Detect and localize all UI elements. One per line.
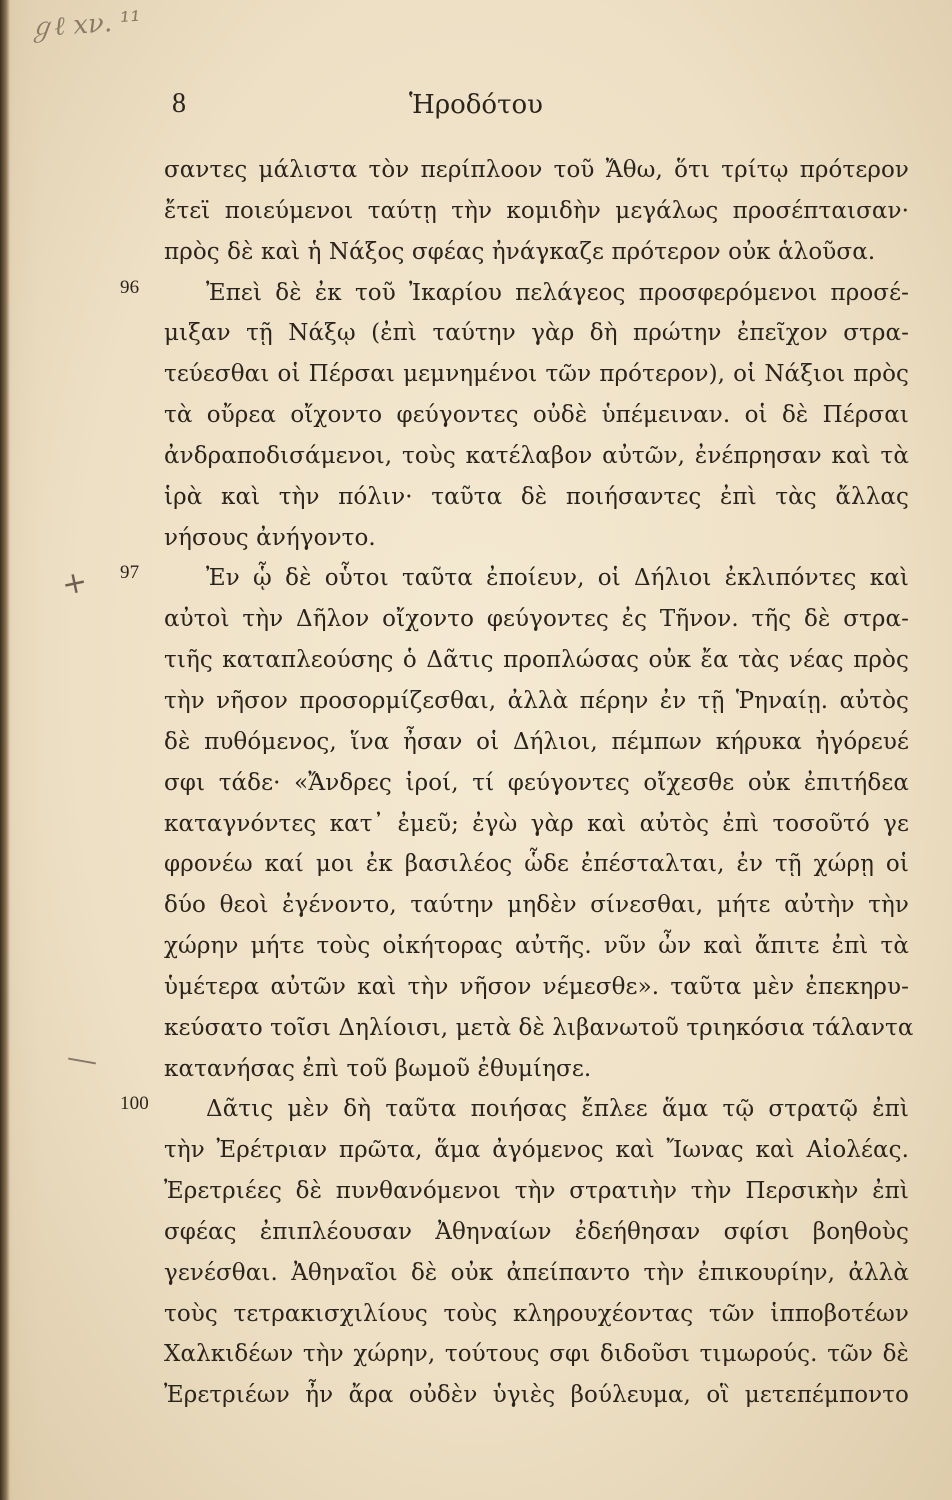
handwritten-note: ℊℓ xν. ¹¹ [27,6,143,44]
text-line: ἔτεϊ ποιεύμενοι ταύτῃ τὴν κομιδὴν μεγάλως προσέπταισαν· [164,197,909,224]
page-number: 8 [172,88,186,119]
text-line: τοὺς τετρακισχιλίους τοὺς κληρουχέοντας τῶν ἱπποβοτέων [164,1300,909,1327]
chapter-number-97: 97 [120,562,140,584]
text-line: γενέσθαι. Ἀθηναῖοι δὲ οὐκ ἀπείπαντο τὴν ἐπικουρίην, ἀλλὰ [164,1259,909,1286]
text-line: δὲ πυθόμενος, ἵνα ἦσαν οἱ Δήλιοι, πέμπων κήρυκα ἠγόρευέ [164,728,909,755]
text-line: Ἐρετριέων ἦν ἄρα οὐδὲν ὑγιὲς βούλευμα, οἳ μετεπέμποντο [164,1382,909,1409]
text-line: τὰ οὔρεα οἴχοντο φεύγοντες οὐδὲ ὑπέμειναν. οἱ δὲ Πέρσαι [164,402,909,429]
text-line: σαντες μάλιστα τὸν περίπλοον τοῦ Ἄθω, ὅτι τρίτῳ πρότερον [164,157,909,183]
text-line: τιῆς καταπλεούσης ὁ Δᾶτις προπλώσας οὐκ ἔα τὰς νέας πρὸς [164,647,909,674]
text-line: αὐτοὶ τὴν Δῆλον οἴχοντο φεύγοντες ἐς Τῆνον. τῆς δὲ στρα- [164,606,909,633]
text-line: χώρην μήτε τοὺς οἰκήτορας αὐτῆς. νῦν ὦν καὶ ἄπιτε ἐπὶ τὰ [164,933,909,960]
paragraph-start-100 [120,1089,909,1130]
text-line: πρὸς δὲ καὶ ἡ Νάξος σφέας ἠνάγκαζε πρότερον οὐκ ἁλοῦσα. [164,238,876,265]
page-edge-shadow [0,0,10,1500]
text-line: τεύεσθαι οἱ Πέρσαι μεμνημένοι τῶν πρότερον), οἱ Νάξιοι πρὸς [164,361,909,388]
running-title: Ἡροδότου [409,90,543,120]
text-line: σφέας ἐπιπλέουσαν Ἀθηναίων ἐδεήθησαν σφίσι βοηθοὺς [164,1218,909,1245]
paragraph-start-97 [120,558,909,599]
text-line: μιξαν τῇ Νάξῳ (ἐπὶ ταύτην γὰρ δὴ πρώτην ἐπεῖχον στρα- [164,320,909,347]
chapter-number-96: 96 [120,276,140,298]
text-line: νήσους ἀνήγοντο. [164,524,376,551]
text-line: φρονέω καί μοι ἐκ βασιλέος ὧδε ἐπέσταλται, ἐν τῇ χώρῃ οἱ [164,851,909,878]
text-line: Χαλκιδέων τὴν χώρην, τούτους σφι διδοῦσι τιμωρούς. τῶν δὲ [164,1341,909,1368]
text-block [120,150,914,1416]
text-line: καταγνόντες κατ᾽ ἐμεῦ; ἐγὼ γὰρ καὶ αὐτὸς ἐπὶ τοσοῦτό γε [164,810,909,837]
text-line: τὴν νῆσον προσορμίζεσθαι, ἀλλὰ πέρην ἐν τῇ Ῥηναίῃ. αὐτὸς [164,687,909,714]
paragraph-start-96 [120,273,909,314]
text-line: κατανήσας ἐπὶ τοῦ βωμοῦ ἐθυμίησε. [164,1055,592,1082]
text-line: Ἐν ᾧ δὲ οὗτοι ταῦτα ἐποίευν, οἱ Δήλιοι ἐκλιπόντες καὶ [206,565,909,592]
text-line: Δᾶτις μὲν δὴ ταῦτα ποιήσας ἔπλεε ἅμα τῷ στρατῷ ἐπὶ [206,1096,909,1123]
chapter-number-100: 100 [120,1093,149,1115]
text-line: τὴν Ἐρέτριαν πρῶτα, ἅμα ἀγόμενος καὶ Ἴωνας καὶ Αἰολέας. [164,1137,909,1164]
running-head [0,88,952,128]
margin-cross-mark: + [58,563,91,604]
text-line: σφι τάδε· «Ἄνδρες ἱροί, τί φεύγοντες οἴχεσθε οὐκ ἐπιτήδεα [164,769,909,796]
text-line: Ἐπεὶ δὲ ἐκ τοῦ Ἰκαρίου πελάγεος προσφερόμενοι προσέ- [206,279,909,306]
text-line: κεύσατο τοῖσι Δηλίοισι, μετὰ δὲ λιβανωτοῦ τριηκόσια τάλαντα [164,1014,914,1041]
text-line: ἱρὰ καὶ τὴν πόλιν· ταῦτα δὲ ποιήσαντες ἐπὶ τὰς ἄλλας [164,483,909,510]
text-line: δύο θεοὶ ἐγένοντο, ταύτην μηδὲν σίνεσθαι, μήτε αὐτὴν τὴν [164,892,909,919]
text-line: ἀνδραποδισάμενοι, τοὺς κατέλαβον αὐτῶν, ἐνέπρησαν καὶ τὰ [164,442,909,469]
margin-dash-mark [68,1058,96,1065]
text-line: ὑμέτερα αὐτῶν καὶ τὴν νῆσον νέμεσθε». ταῦτα μὲν ἐπεκηρυ- [164,973,909,1000]
text-line: Ἐρετριέες δὲ πυνθανόμενοι τὴν στρατιὴν τὴν Περσικὴν ἐπὶ [164,1178,909,1205]
